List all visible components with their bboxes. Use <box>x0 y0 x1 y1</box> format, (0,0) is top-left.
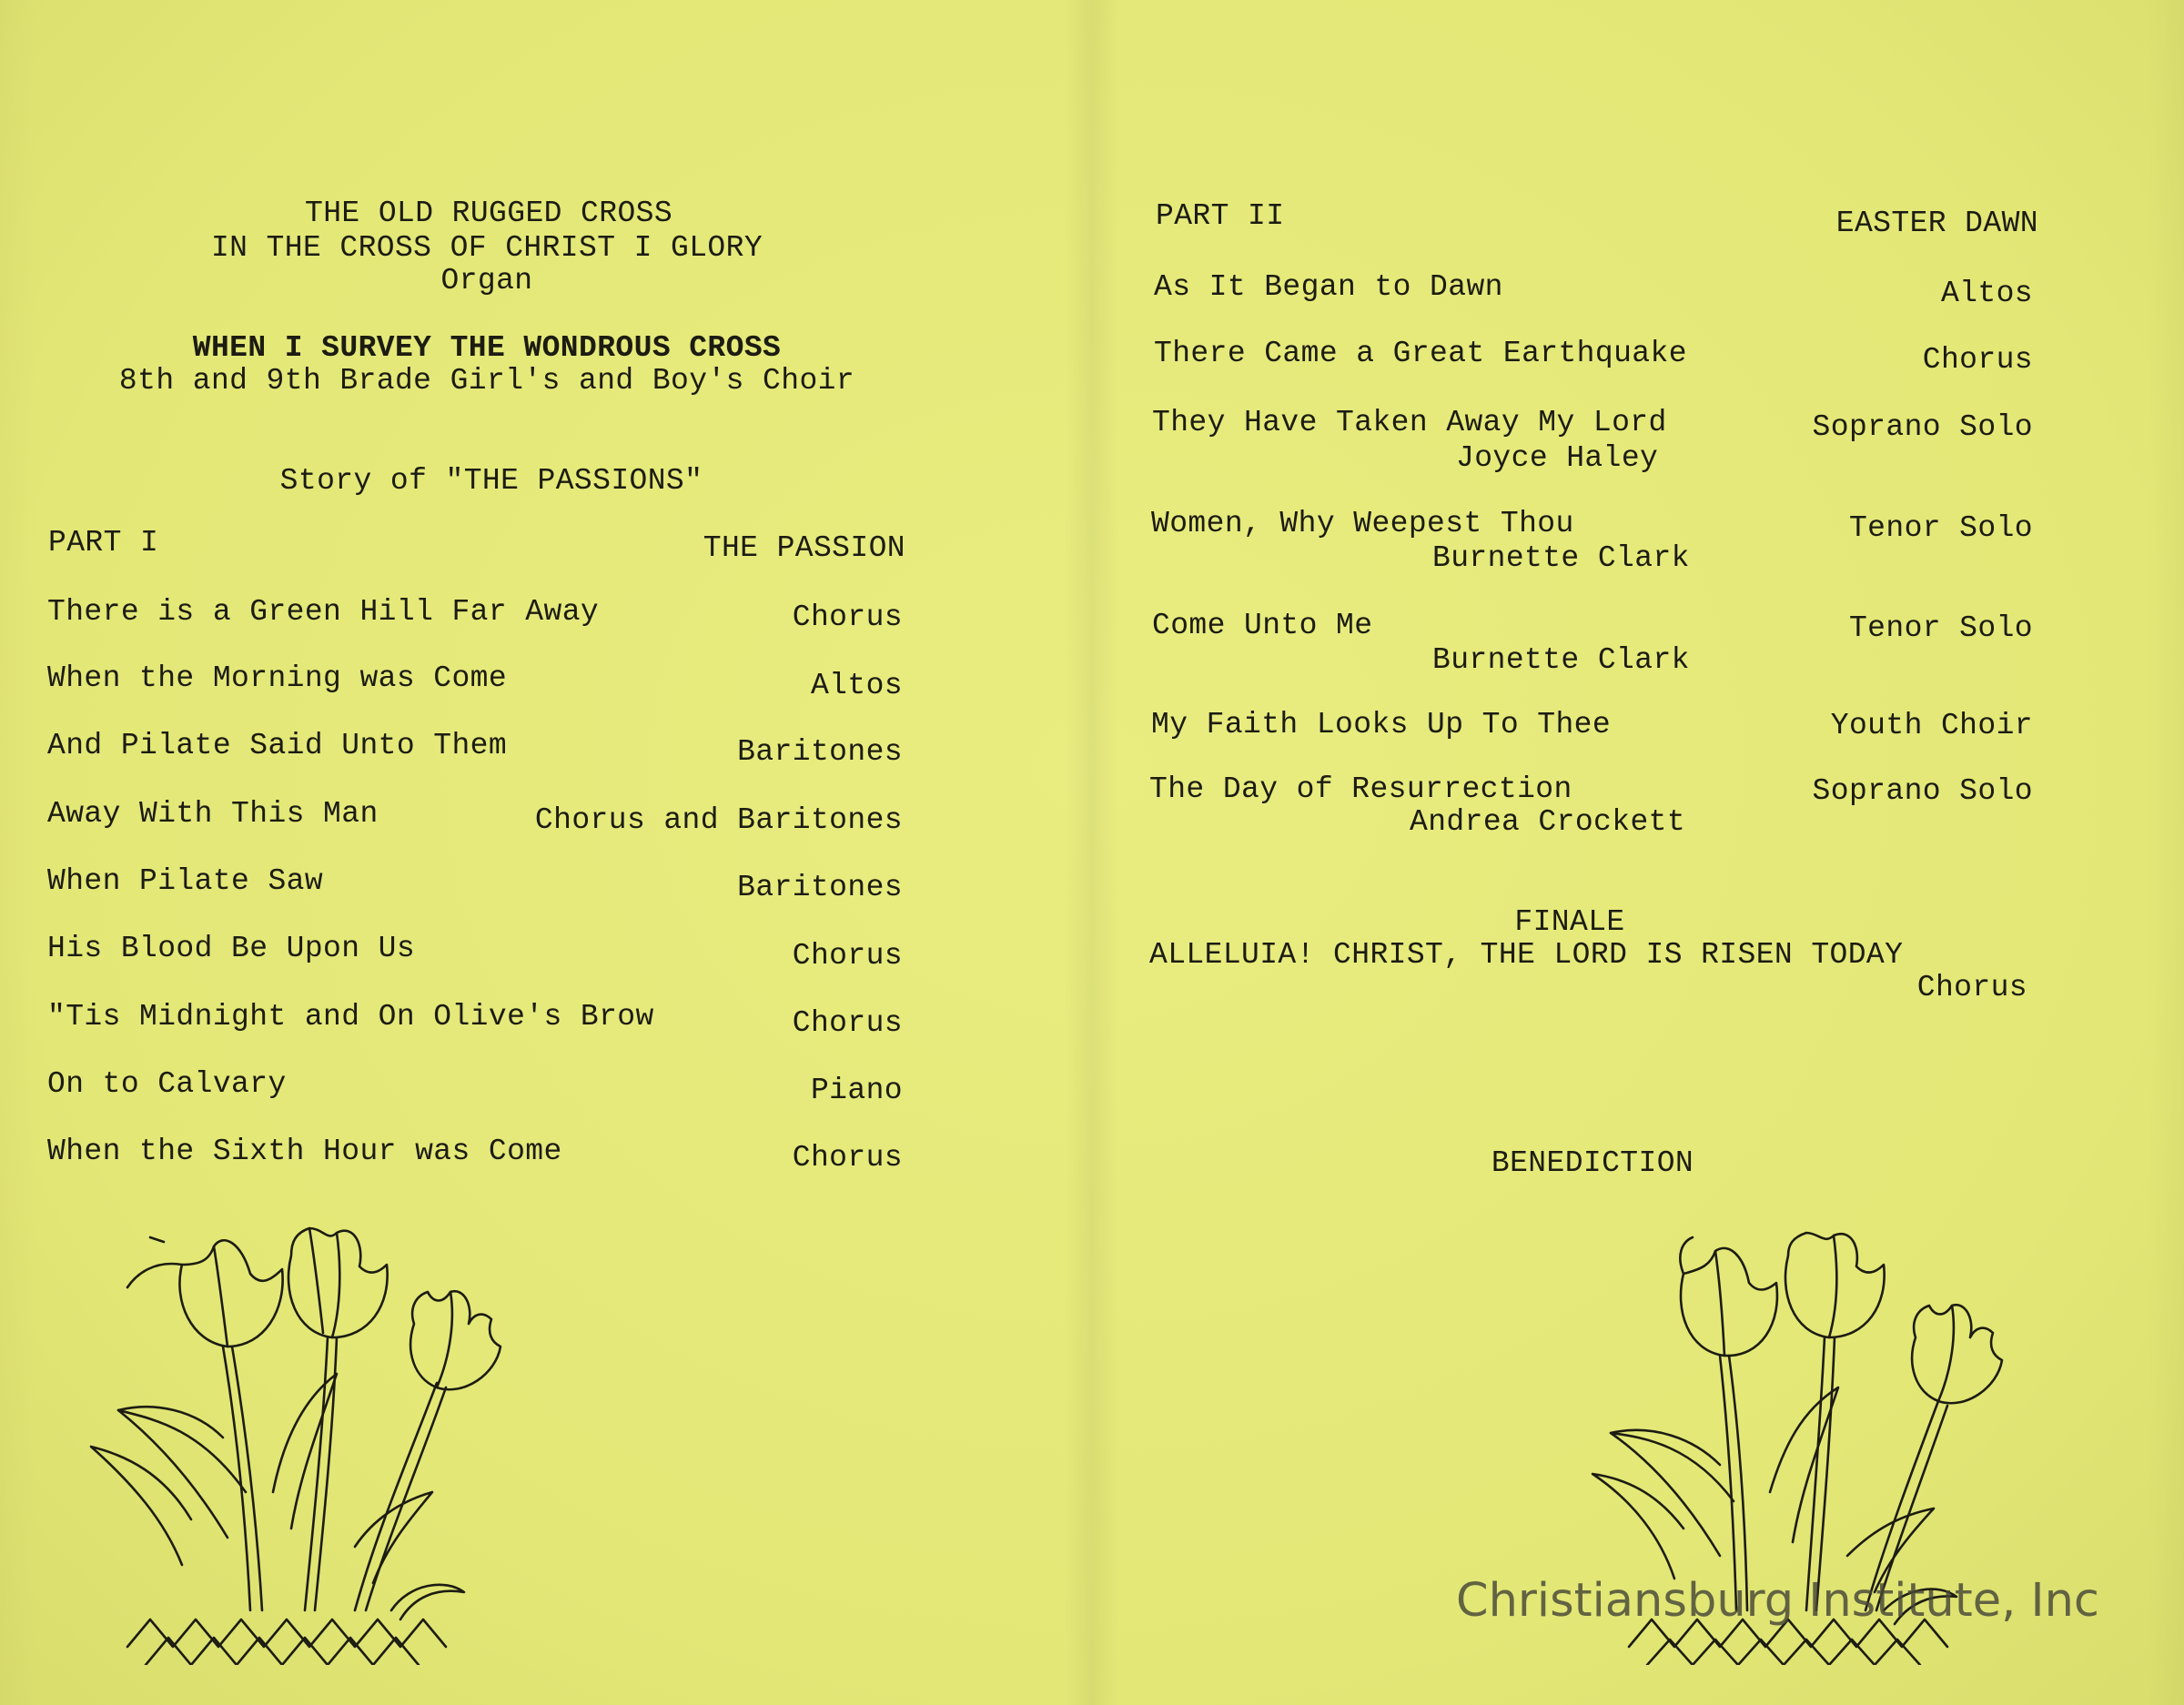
list-item-performer: Soprano Solo <box>1812 410 2033 444</box>
list-item-performer: Altos <box>1940 277 2033 310</box>
list-item-performer: Baritones <box>737 871 903 904</box>
list-item-title: On to Calvary <box>47 1067 287 1101</box>
list-item-performer: Piano <box>810 1074 903 1107</box>
list-item-title: Women, Why Weepest Thou <box>1151 507 1574 540</box>
story-title: Story of "THE PASSIONS" <box>279 464 703 498</box>
tulips-drawing-left <box>64 1219 537 1665</box>
list-item-performer: Youth Choir <box>1830 709 2033 742</box>
hymn-performer: 8th and 9th Brade Girl's and Boy's Choir <box>118 364 855 398</box>
list-item-title: And Pilate Said Unto Them <box>47 729 508 762</box>
list-item-performer: Chorus and Baritones <box>534 803 903 837</box>
header-line-1: THE OLD RUGGED CROSS <box>305 197 673 230</box>
list-item-title: His Blood Be Upon Us <box>47 932 416 965</box>
list-item-title: Come Unto Me <box>1152 609 1373 642</box>
list-item-performer: Chorus <box>792 939 903 973</box>
list-item-soloist: Burnette Clark <box>1432 643 1690 677</box>
list-item-performer: Chorus <box>792 1141 903 1175</box>
header-line-3: Organ <box>440 264 533 298</box>
finale-title: ALLELUIA! CHRIST, THE LORD IS RISEN TODAY <box>1149 938 1904 972</box>
part-2-title: EASTER DAWN <box>1835 207 2038 240</box>
watermark-text: Christiansburg Institute, Inc <box>1456 1574 2099 1628</box>
hymn-title: WHEN I SURVEY THE WONDROUS CROSS <box>192 331 782 365</box>
list-item-performer: Tenor Solo <box>1848 511 2033 545</box>
list-item-performer: Chorus <box>1922 343 2033 377</box>
list-item-title: There Came a Great Earthquake <box>1154 337 1687 370</box>
list-item-performer: Tenor Solo <box>1848 611 2033 645</box>
finale-label: FINALE <box>1514 905 1625 939</box>
part-1-label: PART I <box>48 526 159 560</box>
list-item-title: When Pilate Saw <box>47 864 324 898</box>
list-item-performer: Chorus <box>792 1006 903 1040</box>
list-item-performer: Baritones <box>737 735 903 769</box>
part-1-title: THE PASSION <box>703 531 905 565</box>
list-item-title: They Have Taken Away My Lord <box>1152 406 1667 439</box>
finale-performer: Chorus <box>1916 971 2027 1004</box>
list-item-soloist: Burnette Clark <box>1432 541 1690 575</box>
list-item-title: "Tis Midnight and On Olive's Brow <box>47 1000 654 1034</box>
list-item-soloist: Andrea Crockett <box>1410 805 1686 839</box>
list-item-performer: Altos <box>810 669 903 702</box>
list-item-title: When the Morning was Come <box>47 661 508 695</box>
list-item-title: Away With This Man <box>47 797 379 831</box>
list-item-title: There is a Green Hill Far Away <box>47 595 600 629</box>
header-line-2: IN THE CROSS OF CHRIST I GLORY <box>210 231 763 265</box>
list-item-performer: Soprano Solo <box>1812 774 2033 808</box>
list-item-performer: Chorus <box>792 600 903 634</box>
benediction: BENEDICTION <box>1491 1146 1694 1180</box>
list-item-title: My Faith Looks Up To Thee <box>1151 708 1612 742</box>
list-item-title: As It Began to Dawn <box>1154 270 1503 304</box>
list-item-title: The Day of Resurrection <box>1149 772 1572 806</box>
part-2-label: PART II <box>1156 199 1285 233</box>
list-item-title: When the Sixth Hour was Come <box>47 1135 562 1168</box>
list-item-soloist: Joyce Haley <box>1456 441 1659 475</box>
